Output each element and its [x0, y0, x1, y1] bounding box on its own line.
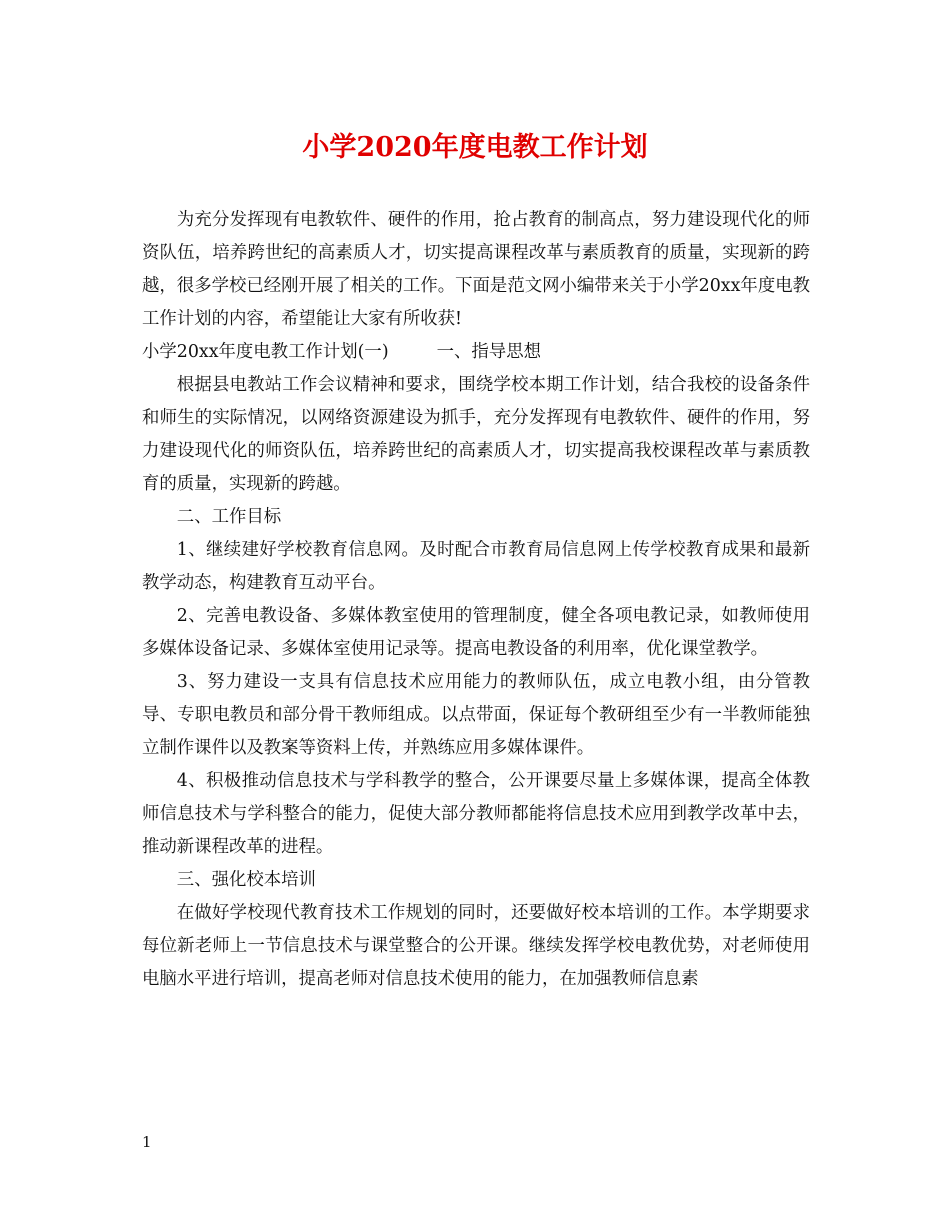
goal-item-1: 1、继续建好学校教育信息网。及时配合市教育局信息网上传学校教育成果和最新教学动态，构建教育互动平台。 — [142, 540, 810, 593]
plan-subheading-title: 小学20xx年度电教工作计划(一) — [142, 342, 389, 362]
goal-item-2: 2、完善电教设备、多媒体教室使用的管理制度，健全各项电教记录，如教师使用多媒体设备记录、多媒体室使用记录等。提高电教设备的利用率，优化课堂教学。 — [142, 606, 810, 659]
plan-subheading — [142, 336, 810, 369]
section-heading-work-goals: 二、工作目标 — [176, 507, 282, 527]
section-heading-training: 三、强化校本培训 — [176, 870, 316, 890]
document-body — [142, 204, 810, 996]
goal-item-3: 3、努力建设一支具有信息技术应用能力的教师队伍，成立电教小组，由分管教导、专职电教员和部分骨干教师组成。以点带面，保证每个教研组至少有一半教师能独立制作课件以及教案等资料上传，并熟练应用多媒体课件。 — [142, 672, 810, 758]
goal-item-4: 4、积极推动信息技术与学科教学的整合，公开课要尽量上多媒体课，提高全体教师信息技术与学科整合的能力，促使大部分教师都能将信息技术应用到教学改革中去，推动新课程改革的进程。 — [142, 771, 810, 857]
training-paragraph: 在做好学校现代教育技术工作规划的同时，还要做好校本培训的工作。本学期要求每位新老师上一节信息技术与课堂整合的公开课。继续发挥学校电教优势，对老师使用电脑水平进行培训，提高老师对信息技术使用的能力，在加强教师信息素 — [142, 903, 810, 989]
section-heading-guiding-ideology: 一、指导思想 — [436, 342, 541, 362]
document-title: 小学2020年度电教工作计划 — [302, 132, 648, 163]
page-number: 1 — [142, 1133, 152, 1151]
intro-paragraph: 为充分发挥现有电教软件、硬件的作用，抢占教育的制高点，努力建设现代化的师资队伍，培养跨世纪的高素质人才，切实提高课程改革与素质教育的质量，实现新的跨越，很多学校已经刚开展了相关的工作。下面是范文网小编带来关于小学20xx年度电教工作计划的内容，希望能让大家有所收获! — [142, 210, 810, 329]
guiding-ideology-paragraph: 根据县电教站工作会议精神和要求，围绕学校本期工作计划，结合我校的设备条件和师生的实际情况，以网络资源建设为抓手，充分发挥现有电教软件、硬件的作用，努力建设现代化的师资队伍，培养跨世纪的高素质人才，切实提高我校课程改革与素质教育的质量，实现新的跨越。 — [142, 375, 810, 494]
